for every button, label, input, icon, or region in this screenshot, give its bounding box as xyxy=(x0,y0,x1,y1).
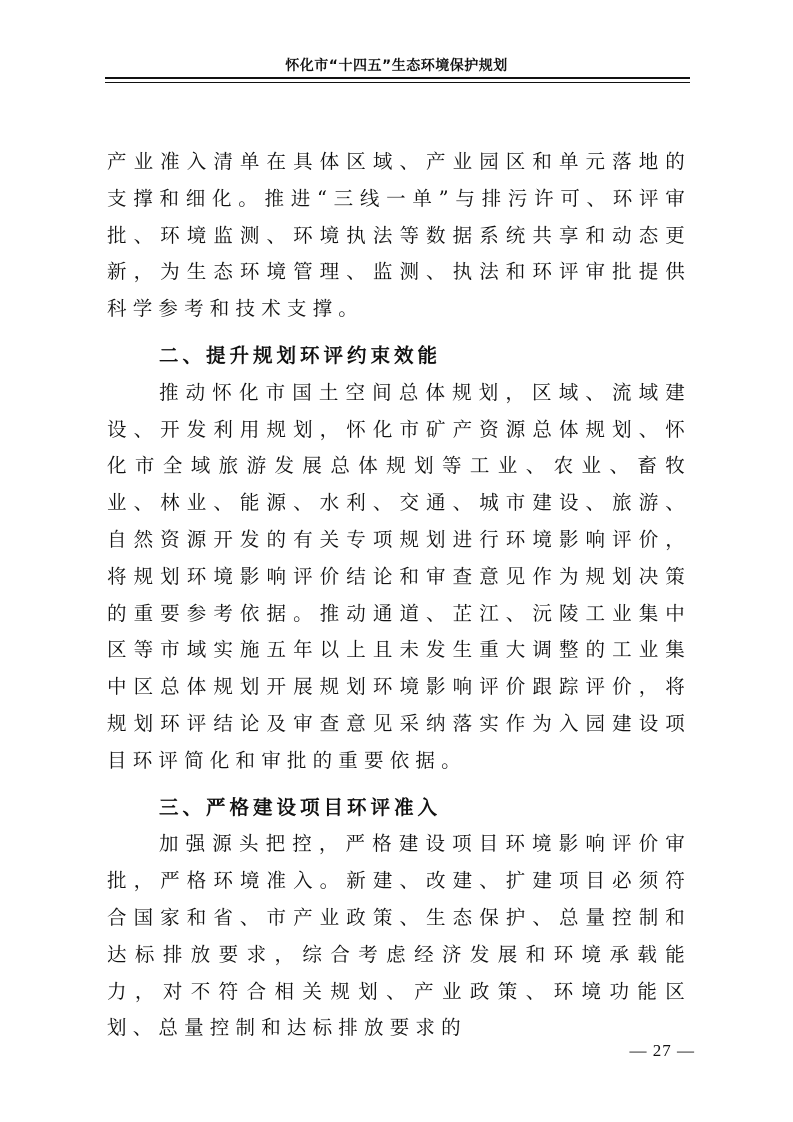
paragraph-project-eia: 加强源头把控，严格建设项目环境影响评价审批，严格环境准入。新建、改建、扩建项目必须符合国家和省、市产业政策、生态保护、总量控制和达标排放要求，综合考虑经济发展和环境承载能力，对不符合相关规划、产业政策、环境功能区划、总量控制和达标排放要求的 xyxy=(107,832,691,1040)
spacer xyxy=(107,328,691,338)
document-title: 怀化市“十四五”生态环境保护规划 xyxy=(285,58,508,74)
paragraph-continued: 产业准入清单在具体区域、产业园区和单元落地的支撑和细化。推进“三线一单”与排污许可、环评审批、环境监测、环境执法等数据系统共享和动态更新，为生态环境管理、监测、执法和环评审批提供科学参考和技术支撑。 xyxy=(107,150,691,321)
section-heading-2: 二、提升规划环评约束效能 xyxy=(159,343,442,367)
spacer xyxy=(107,780,691,790)
document-body xyxy=(107,144,691,1047)
header-rule-thick xyxy=(105,77,690,79)
header-rule-thin xyxy=(105,82,690,83)
section-heading-3: 三、严格建设项目环评准入 xyxy=(159,795,442,819)
page-number: — 27 — xyxy=(629,1041,695,1060)
paragraph-planning-eia: 推动怀化市国土空间总体规划，区域、流域建设、开发利用规划，怀化市矿产资源总体规划、怀化市全域旅游发展总体规划等工业、农业、畜牧业、林业、能源、水利、交通、城市建设、旅游、自然资源开发的有关专项规划进行环境影响评价，将规划环境影响评价结论和审查意见作为规划决策的重要参考依据。推动通道、芷江、沅陵工业集中区等市域实施五年以上且未发生重大调整的工业集中区总体规划开展规划环境影响评价跟踪评价，将规划环评结论及审查意见采纳落实作为入园建设项目环评简化和审批的重要依据。 xyxy=(107,380,691,772)
